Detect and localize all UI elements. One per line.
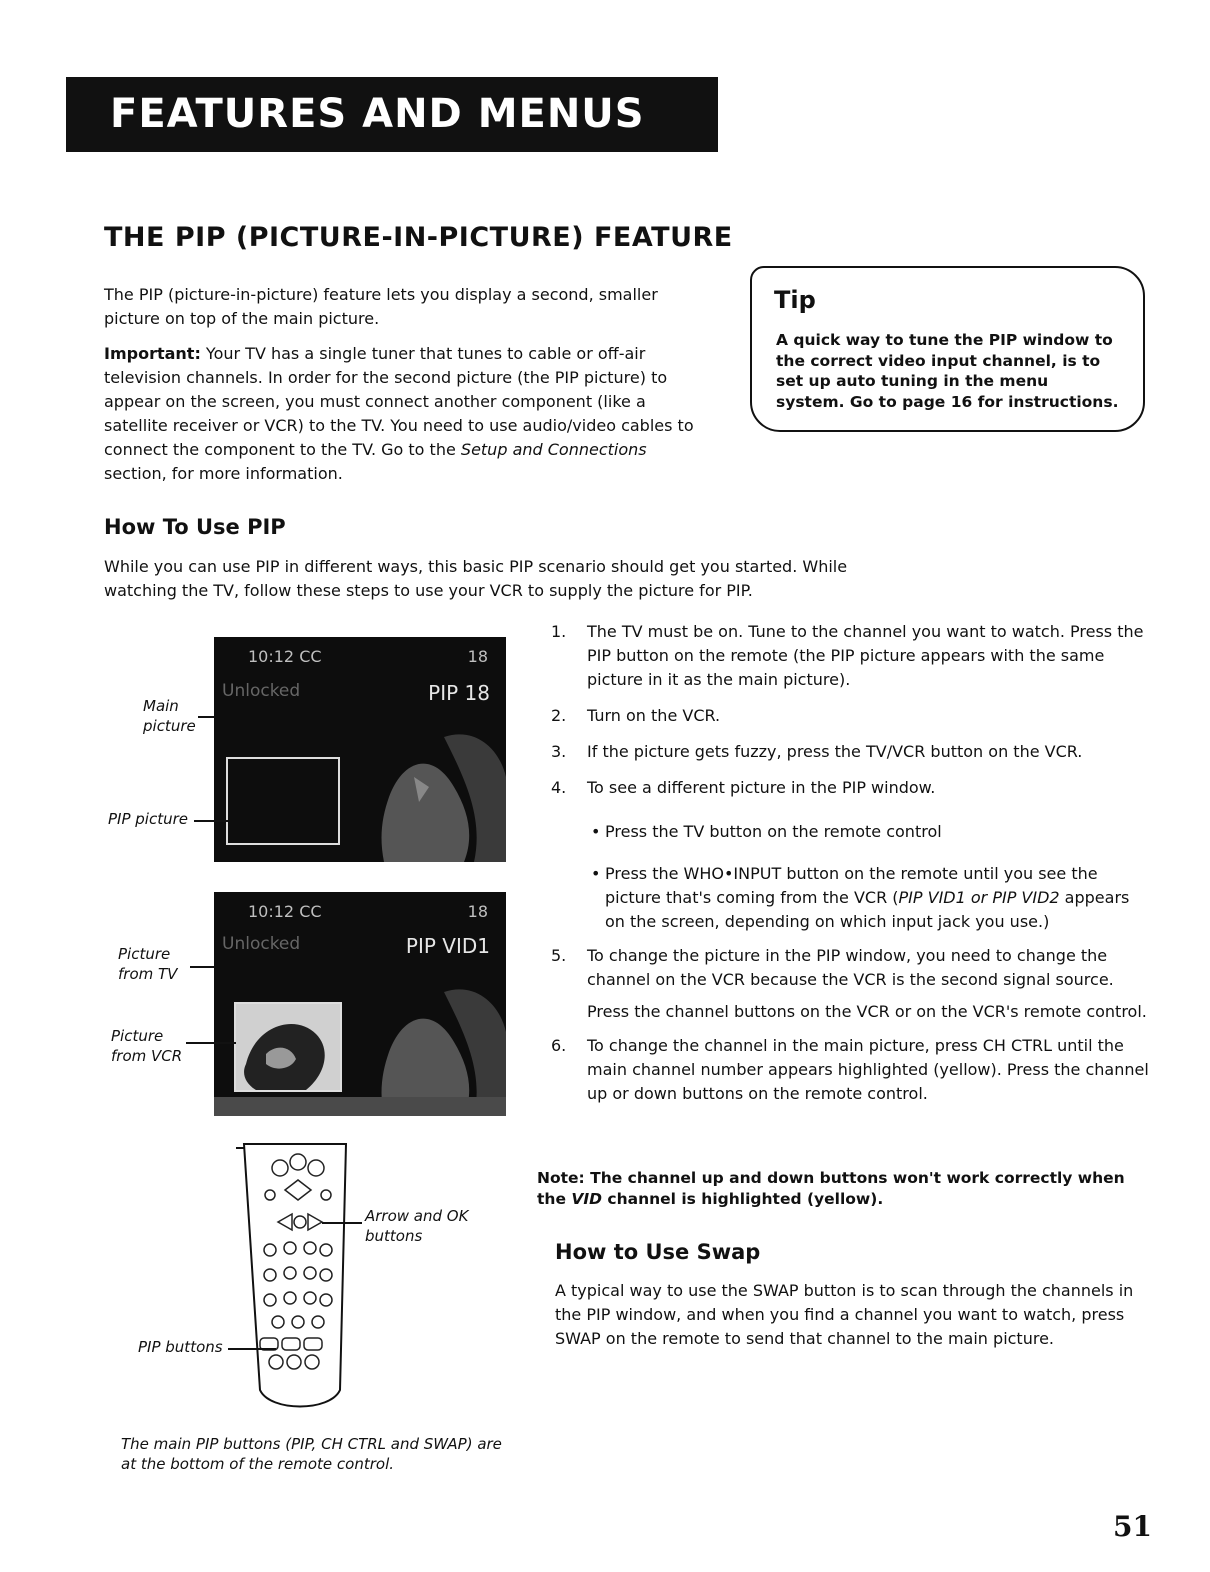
remote-control-icon bbox=[230, 1140, 360, 1420]
screen-channel: 18 bbox=[467, 902, 488, 921]
steps-list bbox=[551, 620, 1151, 1118]
label-pip-buttons: PIP buttons bbox=[138, 1338, 223, 1356]
leader-line bbox=[198, 716, 214, 718]
step-5-extra: Press the channel buttons on the VCR or on the VCR's remote control. bbox=[587, 1002, 1147, 1021]
tv-screen-vcr bbox=[214, 892, 506, 1116]
how-to-use-pip-text: While you can use PIP in different ways, this basic PIP scenario should get you started. While watching the TV, follow these steps to use your VCR to supply the picture for PIP. bbox=[104, 557, 848, 600]
intro-paragraph: The PIP (picture-in-picture) feature lets you display a second, smaller picture on top of the main picture. bbox=[104, 285, 658, 328]
important-text-1: Your TV has a single tuner that tunes to cable or off-air television channels. In order for the second picture (the PIP picture) to appear on the screen, you must connect another component (like a satellite receiver or VCR) to the TV. You need to use audio/video cables to connect the component to the TV. Go to the bbox=[104, 344, 694, 459]
figure-shape bbox=[214, 1097, 506, 1116]
how-to-use-swap-text: A typical way to use the SWAP button is to scan through the channels in the PIP window, and when you find a channel you want to watch, press SWAP on the remote to send that channel to the main picture. bbox=[555, 1281, 1134, 1348]
label-picture-from-vcr: Picture from VCR bbox=[111, 1027, 183, 1065]
step-5: 5. To change the picture in the PIP window, you need to change the channel on the VCR because the VCR is the second signal source. bbox=[551, 946, 1114, 989]
pip-image bbox=[236, 1004, 340, 1090]
figure-shape bbox=[382, 764, 470, 862]
page-title: THE PIP (PICTURE-IN-PICTURE) FEATURE bbox=[104, 222, 733, 253]
figure-caption: The main PIP buttons (PIP, CH CTRL and SWAP) are at the bottom of the remote control. bbox=[121, 1435, 502, 1473]
important-text-2: section, for more information. bbox=[104, 464, 343, 483]
label-main-picture: Main picture bbox=[143, 697, 196, 735]
pip-window bbox=[234, 1002, 342, 1092]
leader-line bbox=[186, 1042, 236, 1044]
tip-body: A quick way to tune the PIP window to the correct video input channel, is to set up auto tuning in the menu system. Go to page 16 for instructions. bbox=[776, 331, 1119, 411]
screen-pip-label: PIP VID1 bbox=[405, 934, 490, 958]
step-6: 6. To change the channel in the main picture, press CH CTRL until the main channel number appears highlighted (yellow). Press the channel up or down buttons on the remote control. bbox=[551, 1036, 1149, 1103]
important-label: Important: bbox=[104, 344, 201, 363]
step-1: 1. The TV must be on. Tune to the channel you want to watch. Press the PIP button on the remote (the PIP picture appears with the same picture in it as the main picture). bbox=[551, 622, 1144, 689]
pip-window bbox=[226, 757, 340, 845]
label-picture-from-tv: Picture from TV bbox=[118, 945, 178, 983]
label-arrow-ok-buttons: Arrow and OK buttons bbox=[365, 1207, 469, 1245]
leader-line bbox=[194, 820, 228, 822]
label-pip-picture: PIP picture bbox=[108, 810, 189, 828]
how-to-use-pip-heading: How To Use PIP bbox=[104, 515, 286, 539]
step-3: 3. If the picture gets fuzzy, press the TV/VCR button on the VCR. bbox=[551, 742, 1083, 761]
how-to-use-swap-heading: How to Use Swap bbox=[555, 1240, 761, 1264]
step-4: 4. To see a different picture in the PIP window. bbox=[551, 778, 936, 797]
screen-channel: 18 bbox=[467, 647, 488, 666]
screen-time: 10:12 CC bbox=[248, 647, 322, 666]
section-banner: FEATURES AND MENUS bbox=[66, 77, 718, 152]
screen-time: 10:12 CC bbox=[248, 902, 322, 921]
step-4-bullet-1: • Press the TV button on the remote control bbox=[591, 822, 942, 841]
tv-screen-main bbox=[214, 637, 506, 862]
screen-status: Unlocked bbox=[222, 681, 301, 701]
leader-line bbox=[322, 1222, 362, 1224]
screen-status: Unlocked bbox=[222, 934, 301, 954]
screen-pip-label: PIP 18 bbox=[428, 681, 490, 705]
tip-title: Tip bbox=[774, 286, 816, 314]
leader-line bbox=[228, 1348, 276, 1350]
note-text: Note: The channel up and down buttons won't work correctly when the VID channel is highlighted (yellow). bbox=[537, 1169, 1125, 1208]
step-4-bullet-2: • Press the WHO•INPUT button on the remote until you see the picture that's coming from the VCR (PIP VID1 or PIP VID2 appears on the screen, depending on which input jack you use.) bbox=[591, 864, 1130, 931]
page-number: 51 bbox=[1113, 1510, 1152, 1543]
important-italic: Setup and Connections bbox=[460, 440, 647, 459]
tip-box bbox=[750, 266, 1145, 432]
step-2: 2. Turn on the VCR. bbox=[551, 706, 721, 725]
important-paragraph bbox=[104, 342, 709, 486]
leader-line bbox=[190, 966, 214, 968]
